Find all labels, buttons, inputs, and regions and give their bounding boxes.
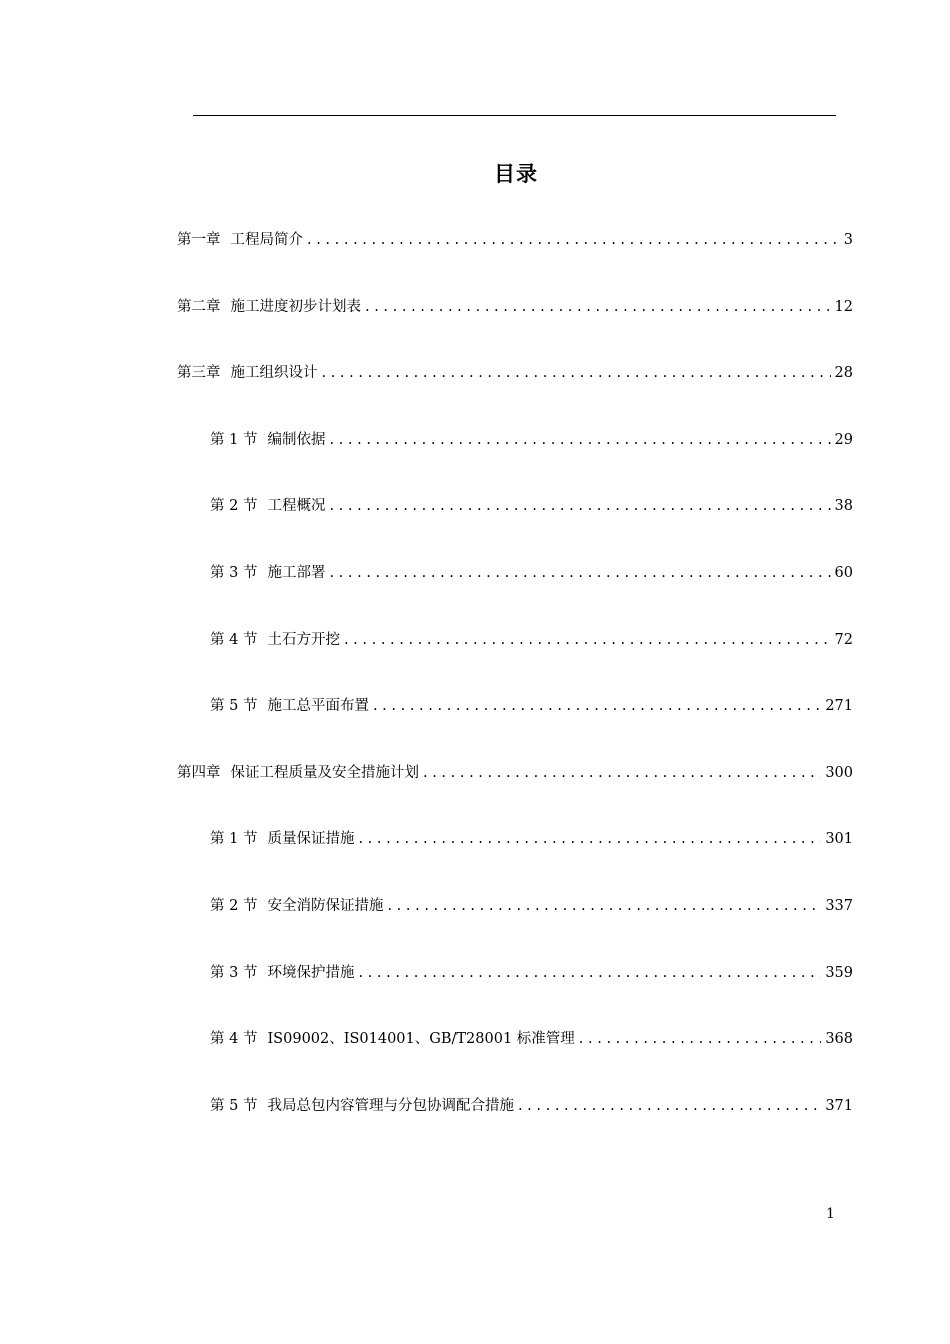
toc-entry-title: 质量保证措施 (267, 831, 355, 848)
toc-entry-label (210, 628, 340, 652)
toc-entry-page: 12 (834, 298, 853, 315)
toc-entry[interactable] (210, 494, 853, 518)
toc-entry-title: 土石方开挖 (267, 631, 340, 648)
toc-entry-label (210, 561, 325, 585)
toc-entry-title: 施工部署 (267, 565, 326, 581)
toc-entry-page: 371 (825, 1097, 853, 1114)
toc-entry-label (210, 694, 369, 718)
toc-entry-label (177, 761, 419, 785)
toc-entry[interactable] (210, 694, 853, 718)
toc-entry-page: 72 (834, 631, 853, 648)
toc-entry[interactable] (177, 761, 853, 785)
toc-entry[interactable] (210, 561, 853, 585)
dot-leader (365, 295, 831, 319)
toc-entry-title: 安全消防保证措施 (267, 898, 384, 914)
toc-entry-prefix: 第 3 节 (210, 565, 258, 581)
toc-entry-prefix: 第三章 (177, 365, 221, 382)
dot-leader (307, 228, 840, 252)
toc-entry-prefix: 第一章 (177, 232, 221, 248)
toc-entry[interactable] (177, 361, 853, 385)
toc-entry[interactable] (210, 428, 853, 452)
toc-entry-page: 368 (825, 1031, 853, 1048)
dot-leader (373, 694, 821, 718)
toc-entry-page: 300 (825, 764, 853, 781)
toc-entry-title: 工程局简介 (230, 232, 303, 248)
toc-entry-title: 环境保护措施 (267, 964, 355, 981)
dot-leader (329, 561, 830, 585)
toc-entry-page: 60 (834, 565, 853, 581)
toc-entry-label (210, 894, 383, 918)
toc-entry-prefix: 第 5 节 (210, 698, 258, 715)
dot-leader (329, 494, 830, 518)
toc-entry-label (177, 228, 303, 252)
toc-entry-title: 编制依据 (267, 431, 326, 448)
toc-entry-label (210, 961, 354, 985)
toc-entry[interactable] (210, 961, 853, 985)
toc-entry-title: 工程概况 (267, 498, 326, 515)
toc-entry-prefix: 第 2 节 (210, 898, 258, 914)
toc-entry-page: 337 (825, 898, 853, 914)
dot-leader (329, 428, 830, 452)
toc-entry[interactable] (210, 894, 853, 918)
toc-entry-label (210, 827, 354, 851)
dot-leader (518, 1094, 821, 1118)
toc-entry-label (177, 295, 361, 319)
page-number: 1 (826, 1206, 835, 1222)
toc-entry-page: 38 (834, 498, 853, 515)
toc-entry[interactable] (210, 1094, 853, 1118)
toc-entry-page: 271 (825, 698, 853, 715)
dot-leader (344, 628, 831, 652)
dot-leader (579, 1027, 822, 1051)
toc-entry-label (210, 1027, 575, 1051)
toc-entry-prefix: 第 3 节 (210, 964, 258, 981)
toc-entry[interactable] (177, 228, 853, 252)
toc-entry-prefix: 第四章 (177, 764, 221, 781)
toc-entry-prefix: 第 2 节 (210, 498, 258, 515)
toc-entry-title: 施工组织设计 (230, 365, 318, 382)
toc-entry[interactable] (210, 827, 853, 851)
toc-entry[interactable] (177, 295, 853, 319)
dot-leader (387, 894, 821, 918)
toc-entry-prefix: 第 4 节 (210, 631, 258, 648)
toc-title: 目录 (494, 161, 538, 186)
toc-entry[interactable] (210, 628, 853, 652)
toc-entry-prefix: 第 5 节 (210, 1097, 258, 1114)
dot-leader (322, 361, 831, 385)
toc-entry-prefix: 第 1 节 (210, 431, 258, 448)
toc-entry-label (210, 1094, 514, 1118)
toc-entry[interactable] (210, 1027, 853, 1051)
toc-entry-title: 施工总平面布置 (267, 698, 369, 715)
toc-entry-prefix: 第二章 (177, 298, 221, 315)
toc-entry-page: 3 (843, 232, 853, 248)
toc-entry-prefix: 第 1 节 (210, 831, 258, 848)
dot-leader (358, 827, 821, 851)
toc-entry-label (177, 361, 318, 385)
toc-entry-page: 28 (834, 365, 853, 382)
toc-entry-title: IS09002、IS014001、GB/T28001 标准管理 (267, 1031, 575, 1048)
toc-entry-page: 29 (834, 431, 853, 448)
toc-entry-page: 301 (825, 831, 853, 848)
toc-entry-title: 施工进度初步计划表 (230, 298, 361, 315)
dot-leader (423, 761, 821, 785)
dot-leader (358, 961, 821, 985)
toc-entry-label (210, 494, 325, 518)
toc-entry-title: 我局总包内容管理与分包协调配合措施 (267, 1097, 514, 1114)
toc-entry-title: 保证工程质量及安全措施计划 (230, 764, 419, 781)
toc-entry-label (210, 428, 325, 452)
toc-entry-page: 359 (825, 964, 853, 981)
toc-entry-prefix: 第 4 节 (210, 1031, 258, 1048)
